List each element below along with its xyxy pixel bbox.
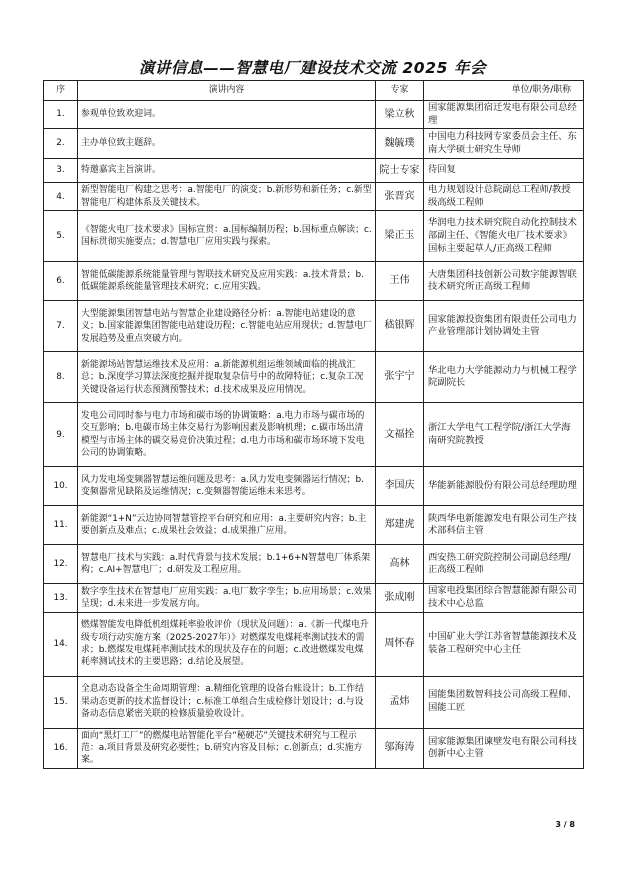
header-content: 演讲内容 — [78, 81, 376, 101]
expert-name: 孟炜 — [376, 676, 424, 728]
expert-name: 周怀春 — [376, 612, 424, 676]
table-header-row — [44, 81, 584, 101]
expert-unit: 国家能源集团谏壁发电有限公司科技创新中心主管 — [424, 728, 584, 768]
table-row — [44, 506, 584, 545]
expert-name: 李国庆 — [376, 467, 424, 506]
table-row — [44, 676, 584, 728]
expert-unit: 华能新能源股份有限公司总经理助理 — [424, 467, 584, 506]
row-number: 5. — [44, 211, 78, 262]
expert-unit: 陕西华电新能源发电有限公司生产技术部科信主管 — [424, 506, 584, 545]
table-row — [44, 101, 584, 129]
speech-content: 主办单位致主题辞。 — [78, 129, 376, 159]
expert-name: 梁正玉 — [376, 211, 424, 262]
table-row — [44, 584, 584, 612]
expert-name: 张宇宁 — [376, 352, 424, 403]
expert-unit: 国能集团数智科技公司高级工程师、国能工匠 — [424, 676, 584, 728]
row-number: 14. — [44, 612, 78, 676]
speech-content: 《智能火电厂技术要求》国标宣贯：a.国标编制历程；b.国标重点解读；c.国标贯彻实施要点；d.智慧电厂应用实践与探索。 — [78, 211, 376, 262]
expert-unit: 中国电力科技网专家委员会主任、东南大学硕士研究生导师 — [424, 129, 584, 159]
header-expert: 专家 — [376, 81, 424, 101]
header-unit: 单位/职务/职称 — [424, 81, 584, 101]
row-number: 7. — [44, 301, 78, 352]
row-number: 9. — [44, 403, 78, 467]
expert-unit: 国家能源集团宿迁发电有限公司总经理 — [424, 101, 584, 129]
expert-name: 王伟 — [376, 262, 424, 301]
expert-name: 梁立秋 — [376, 101, 424, 129]
speech-content: 特邀嘉宾主旨演讲。 — [78, 159, 376, 183]
page-number: 3 / 8 — [555, 820, 575, 829]
header-no: 序 — [44, 81, 78, 101]
expert-unit: 中国矿业大学江苏省智慧能源技术及装备工程研究中心主任 — [424, 612, 584, 676]
speech-content: 参观单位致欢迎词。 — [78, 101, 376, 129]
speech-content: 全息动态设备全生命周期管理：a.精细化管理的设备台账设计；b.工作结果动态更新的技术监督设计；c.标准工单组合生成检修计划设计；d.与设备动态信息紧密关联的检修质量验收设计。 — [78, 676, 376, 728]
table-body — [44, 101, 584, 769]
table-row — [44, 403, 584, 467]
speech-content: 大型能源集团智慧电站与智慧企业建设路径分析：a.智能电站建设的意义；b.国家能源集团智能电站建设历程；c.智能电站应用现状；d.智慧电厂发展趋势及重点突破方向。 — [78, 301, 376, 352]
table-row — [44, 183, 584, 211]
expert-unit: 大唐集团科技创新公司数字能源智联技术研究所正高级工程师 — [424, 262, 584, 301]
speech-info-table — [43, 80, 584, 769]
row-number: 4. — [44, 183, 78, 211]
expert-unit: 浙江大学电气工程学院/浙江大学海南研究院教授 — [424, 403, 584, 467]
expert-name: 文福拴 — [376, 403, 424, 467]
speech-content: 数字孪生技术在智慧电厂应用实践：a.电厂数字孪生；b.应用场景；c.效果呈现；d.未来进一步发展方向。 — [78, 584, 376, 612]
expert-unit: 待回复 — [424, 159, 584, 183]
table-row — [44, 301, 584, 352]
table-row — [44, 467, 584, 506]
expert-name: 张成刚 — [376, 584, 424, 612]
expert-name: 张晋宾 — [376, 183, 424, 211]
row-number: 10. — [44, 467, 78, 506]
row-number: 6. — [44, 262, 78, 301]
expert-name: 嵇银辉 — [376, 301, 424, 352]
expert-name: 邬海涛 — [376, 728, 424, 768]
row-number: 13. — [44, 584, 78, 612]
expert-unit: 西安热工研究院控制公司副总经理/正高级工程师 — [424, 545, 584, 584]
expert-unit: 电力规划设计总院副总工程师/教授级高级工程师 — [424, 183, 584, 211]
speech-content: 新型智能电厂构建之思考：a.智能电厂的演变；b.新形势和新任务；c.新型智能电厂构建体系及关键技术。 — [78, 183, 376, 211]
row-number: 1. — [44, 101, 78, 129]
speech-content: 新能源“1+N”云边协同智慧管控平台研究和应用：a.主要研究内容；b.主要创新点及难点；c.成果社会效益；d.成果推广应用。 — [78, 506, 376, 545]
expert-name: 魏毓璞 — [376, 129, 424, 159]
row-number: 12. — [44, 545, 78, 584]
table-row — [44, 728, 584, 768]
speech-content: 发电公司同时参与电力市场和碳市场的协调策略：a.电力市场与碳市场的交互影响；b.电碳市场主体交易行为影响因素及影响机理；c.碳市场出清模型与市场主体的碳交易竞价决策过程；d.电力市场和碳市场环境下发电公司的协调策略。 — [78, 403, 376, 467]
expert-name: 高林 — [376, 545, 424, 584]
row-number: 8. — [44, 352, 78, 403]
row-number: 16. — [44, 728, 78, 768]
expert-unit: 国家电投集团综合智慧能源有限公司技术中心总监 — [424, 584, 584, 612]
row-number: 11. — [44, 506, 78, 545]
page-title: 演讲信息——智慧电厂建设技术交流 2025 年会 — [138, 59, 487, 77]
speech-content: 风力发电场变频器智慧运维问题及思考：a.风力发电变频器运行情况；b.变频器常见缺陷及运维情况；c.变频器智能运维未来思考。 — [78, 467, 376, 506]
table-row — [44, 262, 584, 301]
speech-content: 新能源场站智慧运维技术及应用：a.新能源机组运维领域面临的挑战汇总；b.深度学习算法深度挖掘并提取复杂信号中的故障特征；c.复杂工况关键设备运行状态预测预警技术；d.技术成果及应用情况。 — [78, 352, 376, 403]
expert-unit: 国家能源投资集团有限责任公司电力产业管理部计划协调处主管 — [424, 301, 584, 352]
table-row — [44, 545, 584, 584]
expert-unit: 华北电力大学能源动力与机械工程学院副院长 — [424, 352, 584, 403]
expert-name: 院士专家 — [376, 159, 424, 183]
speech-content: 燃煤智能发电降低机组煤耗率验收评价（现状及问题）：a.《新一代煤电升级专项行动实施方案（2025-2027年）》对燃煤发电煤耗率测试技术的需求；b.燃煤发电煤耗率测试技术的现状及存在的问题；c.改进燃煤发电煤耗率测试技术的主要思路；d.结论及展望。 — [78, 612, 376, 676]
table-row — [44, 211, 584, 262]
speech-content: 智慧电厂技术与实践：a.时代背景与技术发展；b.1+6+N智慧电厂体系架构；c.AI+智慧电厂；d.研发及工程应用。 — [78, 545, 376, 584]
speech-content: 智能低碳能源系统能量管理与智联技术研究及应用实践：a.技术背景；b.低碳能源系统能量管理技术研究；c.应用实践。 — [78, 262, 376, 301]
row-number: 2. — [44, 129, 78, 159]
expert-unit: 华润电力技术研究院自动化控制技术部副主任、《智能火电厂技术要求》国标主要起草人/正高级工程师 — [424, 211, 584, 262]
speech-content: 面向“黑灯工厂”的燃煤电站智能化平台“秘硬芯”关键技术研究与工程示范：a.项目背景及研究必要性；b.研究内容及目标；c.创新点；d.实施方案。 — [78, 728, 376, 768]
table-row — [44, 159, 584, 183]
table-row — [44, 612, 584, 676]
expert-name: 郑建虎 — [376, 506, 424, 545]
row-number: 15. — [44, 676, 78, 728]
row-number: 3. — [44, 159, 78, 183]
table-row — [44, 352, 584, 403]
table-row — [44, 129, 584, 159]
